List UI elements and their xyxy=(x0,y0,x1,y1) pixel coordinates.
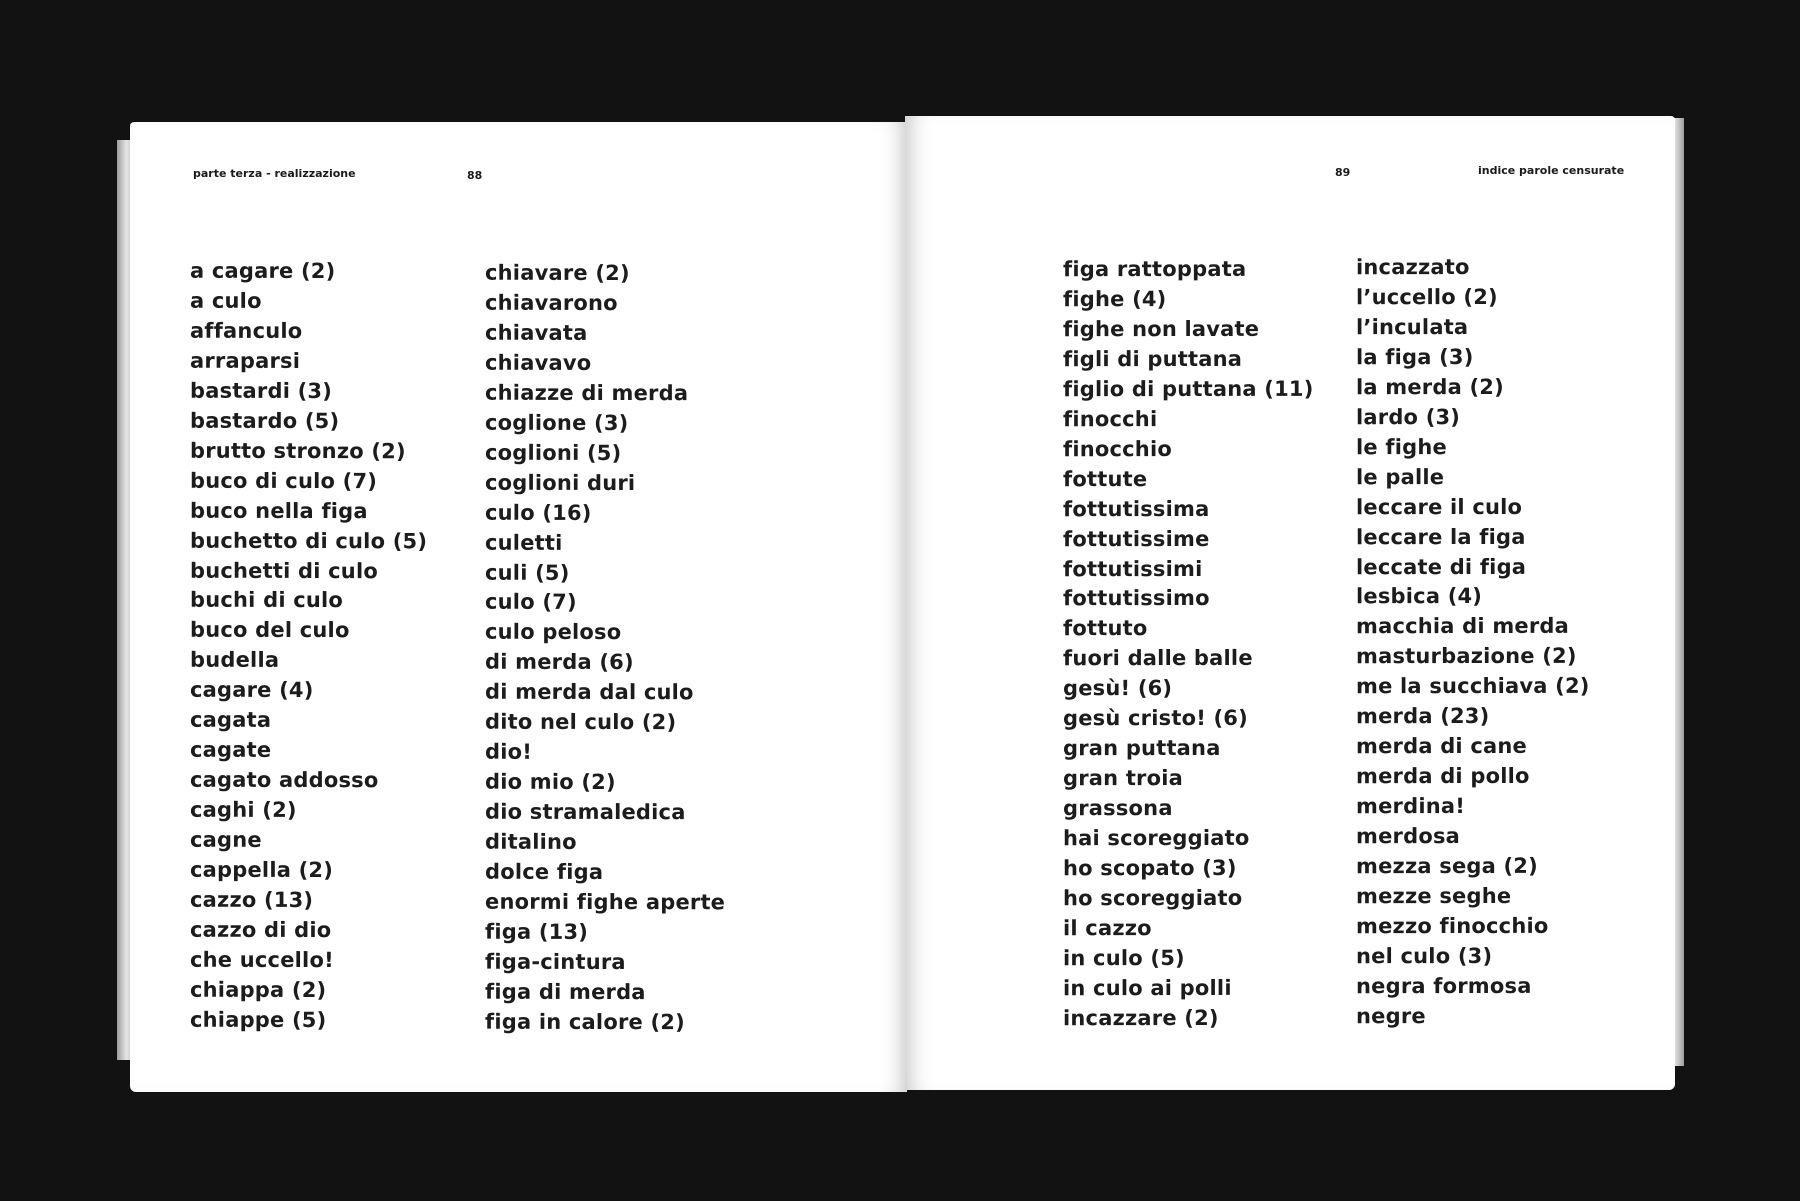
index-entry: fighe (4) xyxy=(1063,286,1167,312)
index-entry: finocchio xyxy=(1063,436,1172,461)
index-entry: arraparsi xyxy=(190,348,301,373)
index-entry: merda di cane xyxy=(1356,734,1527,759)
index-entry: caghi (2) xyxy=(190,797,297,823)
index-entry: chiappe (5) xyxy=(190,1007,327,1032)
index-entry: cagato addosso xyxy=(190,767,379,793)
right-running-header: indice parole censurate xyxy=(1478,164,1625,177)
index-entry: mezza sega (2) xyxy=(1356,853,1538,879)
index-entry: hai scoreggiato xyxy=(1063,826,1250,851)
index-entry: cazzo di dio xyxy=(190,917,332,943)
index-entry: buco del culo xyxy=(190,618,350,643)
index-entry: figlio di puttana (11) xyxy=(1063,376,1314,402)
index-entry: l’inculata xyxy=(1356,314,1469,340)
index-entry: negre xyxy=(1356,1003,1426,1029)
index-entry: incazzato xyxy=(1356,255,1470,280)
right-page xyxy=(905,116,1675,1090)
index-entry: l’uccello (2) xyxy=(1356,284,1498,310)
index-entry: buchetti di culo xyxy=(190,558,378,583)
index-entry: incazzare (2) xyxy=(1063,1005,1219,1031)
index-entry: finocchi xyxy=(1063,406,1158,431)
index-entry: grassona xyxy=(1063,796,1173,821)
left-running-header: parte terza - realizzazione xyxy=(193,167,356,180)
index-entry: che uccello! xyxy=(190,947,334,972)
index-entry: gran puttana xyxy=(1063,736,1221,761)
index-entry: figa rattoppata xyxy=(1063,256,1247,282)
index-entry: cagne xyxy=(190,827,262,852)
index-entry: in culo ai polli xyxy=(1063,975,1232,1001)
index-entry: di merda (6) xyxy=(485,650,634,675)
index-entry: la merda (2) xyxy=(1356,374,1504,400)
index-entry: culo (16) xyxy=(485,500,592,525)
index-entry: buco di culo (7) xyxy=(190,468,378,493)
index-entry: fottutissime xyxy=(1063,526,1210,551)
index-entry: cagare (4) xyxy=(190,678,314,703)
index-entry: gesù! (6) xyxy=(1063,676,1173,701)
index-entry: buchetto di culo (5) xyxy=(190,528,428,553)
index-entry: chiappa (2) xyxy=(190,977,327,1002)
index-entry: le fighe xyxy=(1356,434,1447,459)
index-entry: merdosa xyxy=(1356,824,1461,849)
index-entry: gran troia xyxy=(1063,766,1184,791)
left-word-column-1 xyxy=(190,257,427,1036)
index-entry: lardo (3) xyxy=(1356,404,1461,429)
left-page-number: 88 xyxy=(467,169,483,182)
index-entry: a culo xyxy=(190,288,262,313)
index-entry: fottutissima xyxy=(1063,496,1210,521)
index-entry: merda di pollo xyxy=(1356,764,1530,789)
index-entry: figa in calore (2) xyxy=(485,1009,685,1035)
right-page-number: 89 xyxy=(1335,166,1351,179)
index-entry: ditalino xyxy=(485,829,577,855)
index-entry: fuori dalle balle xyxy=(1063,646,1253,671)
index-entry: a cagare (2) xyxy=(190,258,336,284)
index-entry: figa di merda xyxy=(485,979,646,1004)
index-entry: fottutissimo xyxy=(1063,586,1210,611)
index-entry: lesbica (4) xyxy=(1356,584,1483,609)
right-word-column-2 xyxy=(1356,253,1590,1032)
index-entry: culetti xyxy=(485,530,563,555)
index-entry: chiavavo xyxy=(485,350,592,375)
index-entry: culo peloso xyxy=(485,620,622,645)
index-entry: cagata xyxy=(190,707,272,733)
index-entry: negra formosa xyxy=(1356,973,1532,999)
index-entry: dio! xyxy=(485,739,533,765)
index-entry: fottute xyxy=(1063,466,1148,491)
index-entry: mezzo finocchio xyxy=(1356,913,1549,939)
index-entry: cazzo (13) xyxy=(190,887,314,913)
left-page xyxy=(130,122,907,1092)
index-entry: coglione (3) xyxy=(485,410,629,435)
index-entry: in culo (5) xyxy=(1063,945,1185,971)
index-entry: dio stramaledica xyxy=(485,799,686,825)
index-entry: merda (23) xyxy=(1356,704,1490,729)
index-entry: dito nel culo (2) xyxy=(485,709,677,735)
index-entry: coglioni (5) xyxy=(485,440,622,465)
index-entry: ho scoreggiato xyxy=(1063,885,1243,911)
index-entry: budella xyxy=(190,648,280,673)
index-entry: leccare la figa xyxy=(1356,524,1526,549)
index-entry: dolce figa xyxy=(485,859,604,885)
index-entry: enormi fighe aperte xyxy=(485,889,726,915)
index-entry: affanculo xyxy=(190,318,303,343)
index-entry: merdina! xyxy=(1356,794,1466,819)
left-word-column-2 xyxy=(485,259,725,1038)
index-entry: chiazze di merda xyxy=(485,380,689,406)
index-entry: culi (5) xyxy=(485,560,570,585)
index-entry: buco nella figa xyxy=(190,498,368,523)
index-entry: chiavarono xyxy=(485,290,618,315)
index-entry: masturbazione (2) xyxy=(1356,644,1577,669)
index-entry: il cazzo xyxy=(1063,916,1152,941)
index-entry: buchi di culo xyxy=(190,588,344,613)
index-entry: leccate di figa xyxy=(1356,554,1527,579)
index-entry: figa (13) xyxy=(485,919,589,944)
index-entry: coglioni duri xyxy=(485,470,636,495)
index-entry: culo (7) xyxy=(485,590,577,615)
index-entry: leccare il culo xyxy=(1356,494,1523,519)
index-entry: mezze seghe xyxy=(1356,883,1512,909)
index-entry: chiavare (2) xyxy=(485,260,630,286)
index-entry: ho scopato (3) xyxy=(1063,855,1237,881)
index-entry: fottuto xyxy=(1063,616,1148,641)
index-entry: fighe non lavate xyxy=(1063,316,1260,342)
index-entry: le palle xyxy=(1356,464,1445,489)
index-entry: bastardi (3) xyxy=(190,378,333,403)
index-entry: dio mio (2) xyxy=(485,769,616,795)
index-entry: di merda dal culo xyxy=(485,680,694,705)
index-entry: cagate xyxy=(190,737,272,763)
index-entry: gesù cristo! (6) xyxy=(1063,706,1248,731)
index-entry: me la succhiava (2) xyxy=(1356,674,1590,699)
index-entry: fottutissimi xyxy=(1063,556,1203,581)
index-entry: figli di puttana xyxy=(1063,346,1243,372)
index-entry: figa-cintura xyxy=(485,949,626,974)
index-entry: la figa (3) xyxy=(1356,344,1474,370)
index-entry: cappella (2) xyxy=(190,857,334,883)
index-entry: brutto stronzo (2) xyxy=(190,438,406,463)
index-entry: bastardo (5) xyxy=(190,408,340,433)
index-entry: nel culo (3) xyxy=(1356,943,1493,969)
right-word-column-1 xyxy=(1063,255,1314,1034)
index-entry: chiavata xyxy=(485,320,588,345)
index-entry: macchia di merda xyxy=(1356,614,1570,639)
